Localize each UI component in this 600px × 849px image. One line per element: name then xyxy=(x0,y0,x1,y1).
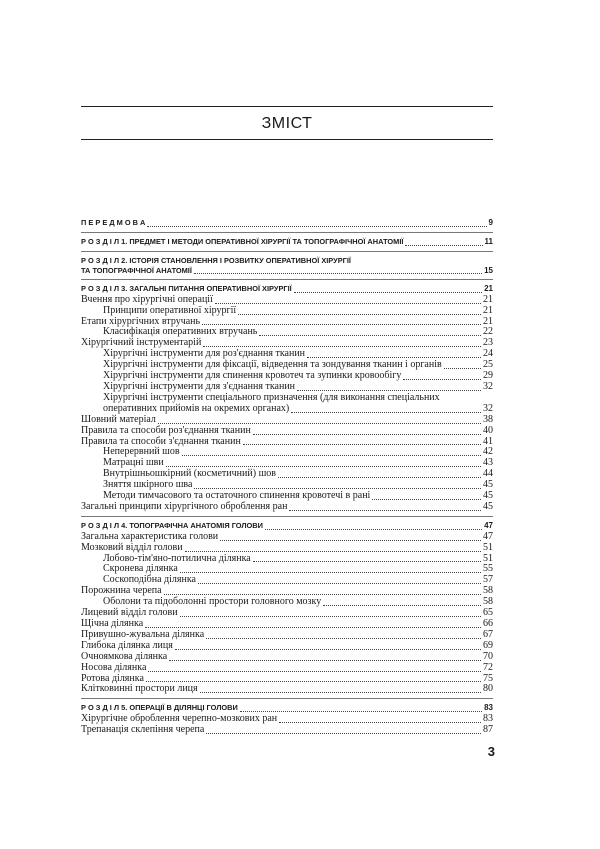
toc-entry-text: Соскоподібна ділянка xyxy=(103,574,196,586)
leader-dots xyxy=(444,368,481,369)
toc-entry-text: Лобово-тім'яно-потилична ділянка xyxy=(103,552,251,564)
toc-entry-page: 83 xyxy=(483,713,493,725)
toc-entry-page: 32 xyxy=(483,402,493,414)
toc-entry-text: Щічна ділянка xyxy=(81,618,144,629)
leader-dots xyxy=(372,499,481,500)
leader-dots xyxy=(240,711,482,712)
page-number: 3 xyxy=(487,744,495,759)
toc-entry[interactable] xyxy=(81,652,493,663)
leader-dots xyxy=(206,638,481,639)
toc-entry-page: 45 xyxy=(483,500,493,512)
toc-section-1[interactable] xyxy=(81,237,493,248)
toc-page: 11 xyxy=(484,236,493,246)
toc-entry-page: 55 xyxy=(483,563,493,575)
leader-dots xyxy=(185,551,481,552)
toc-page: 15 xyxy=(484,265,493,275)
toc-entry-page: 32 xyxy=(483,380,493,392)
leader-dots xyxy=(238,314,481,315)
toc-entry-page: 21 xyxy=(483,293,493,305)
toc-label-cont: ТА ТОПОГРАФІЧНОЇ АНАТОМІЇ xyxy=(81,265,192,275)
toc-entry-text: Лицевий відділ голови xyxy=(81,607,178,619)
toc-entry-text: Носова ділянка xyxy=(81,661,147,673)
leader-dots xyxy=(203,346,481,347)
leader-dots xyxy=(166,466,481,467)
toc-entry-page: 45 xyxy=(483,479,493,491)
leader-dots xyxy=(182,455,481,456)
toc-page: 9 xyxy=(488,218,493,227)
toc-entry-text: Глибока ділянка лиця xyxy=(81,639,173,651)
toc-entry[interactable] xyxy=(81,426,493,437)
toc-entry-page: 24 xyxy=(483,348,493,360)
toc-entry-page: 43 xyxy=(483,457,493,469)
page-title: ЗМІСТ xyxy=(261,115,313,132)
toc-page: 83 xyxy=(484,703,493,713)
toc-entry[interactable] xyxy=(81,415,493,426)
toc-entry-page: 80 xyxy=(483,683,493,695)
toc-entry-text: Методи тимчасового та остаточного спинення кровотечі в рані xyxy=(103,490,371,502)
toc-entry-text: Загальні принципи хірургічного оброблення ран xyxy=(81,500,288,512)
toc-entry-text: Привушно-жувальна ділянка xyxy=(81,628,205,640)
toc-entry-page: 75 xyxy=(483,672,493,684)
toc-entry-page: 57 xyxy=(483,574,493,586)
toc-entry-page: 41 xyxy=(483,435,493,447)
leader-dots xyxy=(307,357,481,358)
leader-dots xyxy=(147,226,486,227)
toc-entry-text: Ротова ділянка xyxy=(81,672,144,684)
toc-page: 21 xyxy=(484,283,493,293)
toc-foreword[interactable] xyxy=(81,218,493,229)
leader-dots xyxy=(148,671,481,672)
toc-entry-text: Правила та способи роз'єднання тканин xyxy=(81,424,251,436)
toc-entry-text: оперативних прийомів на окремих органах) xyxy=(103,402,290,414)
leader-dots xyxy=(265,529,482,530)
leader-dots xyxy=(146,681,481,682)
toc-entry-text: Вчення про хірургічні операції xyxy=(81,293,213,305)
toc-label: Р О З Д І Л 5. ОПЕРАЦІЇ В ДІЛЯНЦІ ГОЛОВИ xyxy=(81,703,238,713)
leader-dots xyxy=(200,692,481,693)
toc-entry-text: Мозковий відділ голови xyxy=(81,541,183,553)
leader-dots xyxy=(194,273,482,274)
toc-entry-page: 51 xyxy=(483,541,493,553)
toc-entry[interactable] xyxy=(81,502,493,513)
toc-entry-page: 44 xyxy=(483,468,493,480)
section-4-items xyxy=(81,532,493,696)
toc-entry-page: 42 xyxy=(483,446,493,458)
toc-entry-page: 87 xyxy=(483,724,493,736)
section-5-items xyxy=(81,714,493,736)
leader-dots xyxy=(180,616,481,617)
toc-entry-text: Скронева ділянка xyxy=(103,563,178,575)
toc-entry-text: Порожнина черепа xyxy=(81,585,162,597)
toc-entry[interactable] xyxy=(81,725,493,736)
toc-entry[interactable] xyxy=(81,543,493,554)
title-rule xyxy=(81,139,493,140)
toc-entry-page: 40 xyxy=(483,424,493,436)
toc-entry-page: 45 xyxy=(483,490,493,502)
leader-dots xyxy=(220,540,481,541)
toc-entry-page: 47 xyxy=(483,530,493,542)
leader-dots xyxy=(291,412,481,413)
toc-entry-page: 58 xyxy=(483,585,493,597)
leader-dots xyxy=(243,444,481,445)
toc-entry-text: Зняття шкірного шва xyxy=(103,479,193,491)
toc-entry-text: Етапи хірургічних втручань xyxy=(81,315,201,327)
leader-dots xyxy=(323,605,481,606)
leader-dots xyxy=(289,510,481,511)
leader-dots xyxy=(145,627,481,628)
top-rule xyxy=(81,106,493,107)
section-3-items xyxy=(81,295,493,513)
leader-dots xyxy=(253,434,481,435)
toc-label: Р О З Д І Л 2. ІСТОРІЯ СТАНОВЛЕННЯ І РОЗВИТКУ ОПЕРАТИВНОЇ ХІРУРГІЇ xyxy=(81,255,351,265)
toc-entry-text[interactable]: Хірургічні інструменти спеціального призначення (для виконання спеціальних xyxy=(103,391,440,403)
toc-entry-text: Хірургічні інструменти для з'єднання тканин xyxy=(103,380,296,392)
leader-dots xyxy=(215,303,481,304)
toc-label: Р О З Д І Л 1. ПРЕДМЕТ І МЕТОДИ ОПЕРАТИВНОЇ ХІРУРГІЇ ТА ТОПОГРАФІЧНОЇ АНАТОМІЇ xyxy=(81,236,404,246)
toc-entry-page: 58 xyxy=(483,596,493,608)
section-divider xyxy=(81,698,493,699)
toc-entry-page: 70 xyxy=(483,650,493,662)
toc-entry-page: 67 xyxy=(483,628,493,640)
toc-entry-text: Хірургічний інструментарій xyxy=(81,337,202,349)
leader-dots xyxy=(403,379,481,380)
toc-entry-text: Хірургічні інструменти для фіксації, відведення та зондування тканин і органів xyxy=(103,359,442,371)
toc-entry[interactable] xyxy=(81,306,493,317)
leader-dots xyxy=(175,649,481,650)
toc-entry-text: Неперервний шов xyxy=(103,446,180,458)
toc-entry-page: 38 xyxy=(483,413,493,425)
leader-dots xyxy=(294,292,482,293)
toc-entry-text: Принципи оперативної хірургії xyxy=(103,304,237,316)
toc-page: 47 xyxy=(484,520,493,530)
toc-entry[interactable] xyxy=(81,684,493,695)
leader-dots xyxy=(194,488,481,489)
toc-entry-text: Хірургічне оброблення черепно-мозкових ран xyxy=(81,713,278,725)
toc-label: П Е Р Е Д М О В А xyxy=(81,218,146,227)
toc-label: Р О З Д І Л 3. ЗАГАЛЬНІ ПИТАННЯ ОПЕРАТИВНОЇ ХІРУРГІЇ xyxy=(81,283,292,293)
leader-dots xyxy=(202,324,481,325)
toc-entry-page: 66 xyxy=(483,618,493,629)
toc-label: Р О З Д І Л 4. ТОПОГРАФІЧНА АНАТОМІЯ ГОЛОВИ xyxy=(81,520,263,530)
toc-entry-text: Класифікація оперативних втручань xyxy=(103,326,258,338)
toc-entry-page: 72 xyxy=(483,661,493,673)
section-divider xyxy=(81,279,493,280)
toc-entry-text: Внутрішньошкірний (косметичний) шов xyxy=(103,468,276,480)
toc-entry-text: Клітковинні простори лиця xyxy=(81,683,198,695)
toc-entry-page: 21 xyxy=(483,304,493,316)
leader-dots xyxy=(169,660,481,661)
toc-entry-text: Хірургічні інструменти для спинення кровотеч та зупинки кровообігу xyxy=(103,370,402,382)
toc-entry-text: Правила та способи з'єднання тканин xyxy=(81,435,241,447)
leader-dots xyxy=(297,390,481,391)
section-divider xyxy=(81,251,493,252)
toc-entry-page: 51 xyxy=(483,552,493,564)
leader-dots xyxy=(180,572,481,573)
toc-entry[interactable] xyxy=(81,295,493,306)
toc-entry-text: Загальна характеристика голови xyxy=(81,530,219,542)
toc-entry-page: 22 xyxy=(483,326,493,338)
leader-dots xyxy=(278,477,481,478)
toc-entry-page: 25 xyxy=(483,359,493,371)
leader-dots xyxy=(259,335,481,336)
leader-dots xyxy=(206,733,481,734)
toc-entry-page: 23 xyxy=(483,337,493,349)
leader-dots xyxy=(164,594,481,595)
toc-entry-page: 65 xyxy=(483,607,493,619)
leader-dots xyxy=(405,245,482,246)
toc-entry-text: Оболони та підоболонні простори головного мозку xyxy=(103,596,322,608)
toc-entry-text: Трепанація склепіння черепа xyxy=(81,724,205,736)
leader-dots xyxy=(253,561,481,562)
toc-entry-text: Матрацні шви xyxy=(103,457,164,469)
toc-entry-page: 69 xyxy=(483,639,493,651)
toc-entry-page: 21 xyxy=(483,315,493,327)
toc-entry[interactable] xyxy=(81,663,493,674)
toc-section-2[interactable] xyxy=(81,256,493,276)
leader-dots xyxy=(158,423,481,424)
toc-entry-text: Шовний матеріал xyxy=(81,413,156,425)
section-divider xyxy=(81,516,493,517)
table-of-contents xyxy=(81,218,493,736)
toc-entry-text: Очноямкова ділянка xyxy=(81,650,168,662)
leader-dots xyxy=(198,583,481,584)
toc-entry-page: 29 xyxy=(483,370,493,382)
section-divider xyxy=(81,232,493,233)
toc-entry-text: Хірургічні інструменти для роз'єднання тканин xyxy=(103,348,306,360)
leader-dots xyxy=(279,722,481,723)
